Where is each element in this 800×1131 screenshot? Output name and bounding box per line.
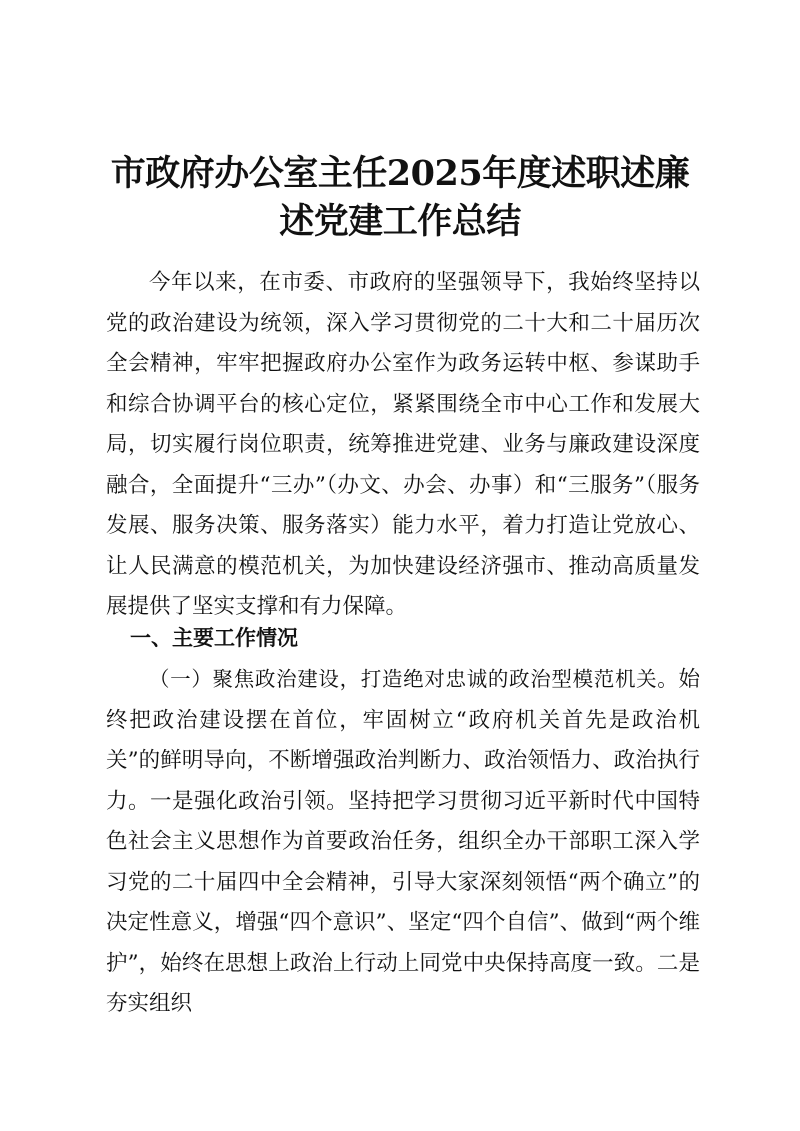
subsection-paragraph xyxy=(106,659,700,1025)
subsection-body: 始终把政治建设摆在首位，牢固树立“政府机关首先是政治机关”的鲜明导向，不断增强政治判断力、政治领悟力、政治执行力。一是强化政治引领。坚持把学习贯彻习近平新时代中国特色社会主义思想作为首要政治任务，组织全办干部职工深入学习党的二十届四中全会精神，引导大家深刻领悟“两个确立”的决定性意义，增强“四个意识”、坚定“四个自信”、做到“两个维护”，始终在思想上政治上行动上同党中央保持高度一致。二是夯实组织 xyxy=(106,667,700,1016)
document-title: 市政府办公室主任2025年度述职述廉述党建工作总结 xyxy=(110,153,690,242)
section-heading: 一、主要工作情况 xyxy=(130,626,298,650)
subsection-heading: （一）聚焦政治建设，打造绝对忠诚的政治型模范机关。 xyxy=(149,667,679,691)
intro-paragraph: 今年以来，在市委、市政府的坚强领导下，我始终坚持以党的政治建设为统领，深入学习贯彻党的二十大和二十届历次全会精神，牢牢把握政府办公室作为政务运转中枢、参谋助手和综合协调平台的核心定位，紧紧围绕全市中心工作和发展大局，切实履行岗位职责，统筹推进党建、业务与廉政建设深度融合，全面提升“三办”（办文、办会、办事）和“三服务”（服务发展、服务决策、服务落实）能力水平，着力打造让党放心、让人民满意的模范机关，为加快建设经济强市、推动高质量发展提供了坚实支撑和有力保障。 xyxy=(106,270,700,619)
